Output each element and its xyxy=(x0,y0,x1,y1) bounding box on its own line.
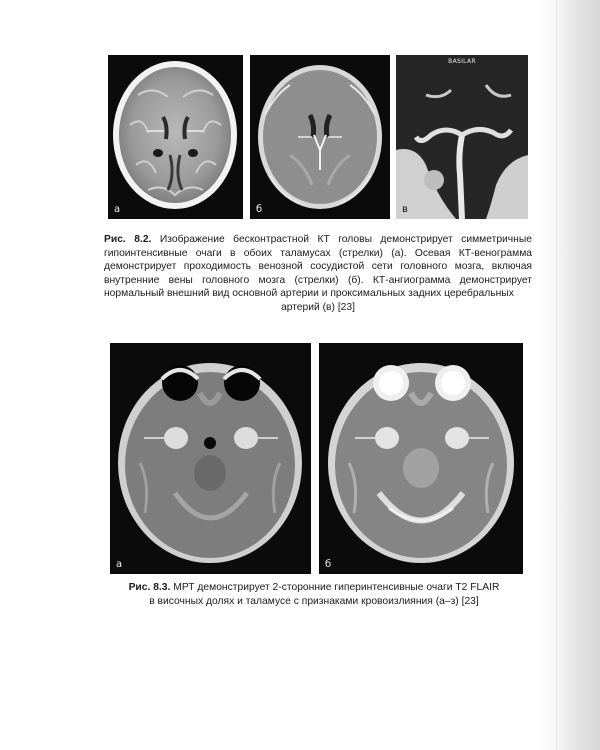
angiogram-top-label: BASILAR xyxy=(448,58,476,65)
figure-8-3-panel-b xyxy=(319,343,523,574)
figure-label: Рис. 8.2. xyxy=(104,234,152,245)
caption-line-2: в височных долях и таламусе с признаками кровоизлияния (а–з) [23] xyxy=(149,595,479,607)
figure-8-2-panel-b xyxy=(250,55,390,219)
ct-venogram-image xyxy=(250,55,390,219)
panel-letter: б xyxy=(325,559,332,570)
figure-8-2-panel-a xyxy=(108,55,243,219)
caption-text: Изображение бесконтрастной КТ головы демонстрирует симметричные гипоинтенсивные очаги в обоих таламусах (стрелки) (а). Осевая КТ-венограмма демонстрирует проходимость венозной сосудистой сети головного мозга, включая внутренние вены головного мозга (стрелки) (б). КТ-ангиограмма демонстрирует нормальный внешний вид основной артерии и проксимальных задних церебральных xyxy=(104,234,532,300)
mri-t2-image xyxy=(319,343,523,574)
figure-8-3-panel-a xyxy=(110,343,311,574)
book-page-edge xyxy=(538,0,600,750)
figure-8-2-panel-c xyxy=(396,55,528,219)
ct-angiogram-image xyxy=(396,55,528,219)
panel-letter: а xyxy=(114,204,121,215)
figure-label: Рис. 8.3. xyxy=(128,582,171,593)
figure-8-2-caption xyxy=(104,233,532,315)
panel-letter: а xyxy=(116,559,123,570)
caption-line-1: МРТ демонстрирует 2-сторонние гиперинтенсивные очаги T2 FLAIR xyxy=(170,582,500,593)
mri-flair-image xyxy=(110,343,311,574)
ct-noncontrast-image xyxy=(108,55,243,219)
panel-letter: б xyxy=(256,204,263,215)
caption-last-line: артерий (в) [23] xyxy=(280,301,355,313)
figure-8-3-caption xyxy=(118,581,510,608)
panel-letter: в xyxy=(402,204,408,215)
